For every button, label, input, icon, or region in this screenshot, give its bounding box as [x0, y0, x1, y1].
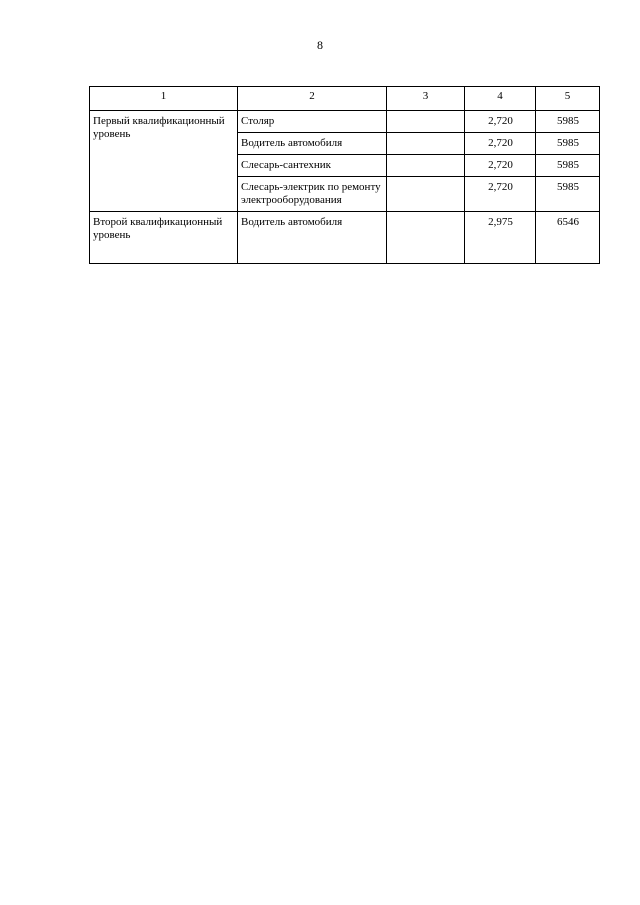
- salary-cell: 5985: [536, 177, 600, 212]
- salary-cell: 6546: [536, 212, 600, 264]
- coefficient-cell: 2,975: [465, 212, 536, 264]
- salary-cell: 5985: [536, 111, 600, 133]
- header-row: [90, 87, 600, 111]
- table-row: [90, 212, 600, 264]
- header-col-4: 4: [465, 87, 536, 111]
- position-cell: Водитель автомобиля: [238, 133, 387, 155]
- position-cell: Столяр: [238, 111, 387, 133]
- level-cell: Второй квалификационный уровень: [90, 212, 238, 264]
- col3-cell: [387, 133, 465, 155]
- coefficient-cell: 2,720: [465, 155, 536, 177]
- header-col-2: 2: [238, 87, 387, 111]
- coefficient-cell: 2,720: [465, 177, 536, 212]
- salary-cell: 5985: [536, 155, 600, 177]
- page-number: 8: [317, 38, 323, 52]
- header-col-1: 1: [90, 87, 238, 111]
- coefficient-cell: 2,720: [465, 133, 536, 155]
- col3-cell: [387, 155, 465, 177]
- level-cell: Первый квалификационный уровень: [90, 111, 238, 212]
- position-cell: Водитель автомобиля: [238, 212, 387, 264]
- salary-cell: 5985: [536, 133, 600, 155]
- header-col-5: 5: [536, 87, 600, 111]
- col3-cell: [387, 111, 465, 133]
- table-row: [90, 111, 600, 133]
- position-cell: Слесарь-сантехник: [238, 155, 387, 177]
- col3-cell: [387, 177, 465, 212]
- coefficient-cell: 2,720: [465, 111, 536, 133]
- header-col-3: 3: [387, 87, 465, 111]
- position-cell: Слесарь-электрик по ремонту электрооборудования: [238, 177, 387, 212]
- qualification-table: [89, 86, 600, 264]
- col3-cell: [387, 212, 465, 264]
